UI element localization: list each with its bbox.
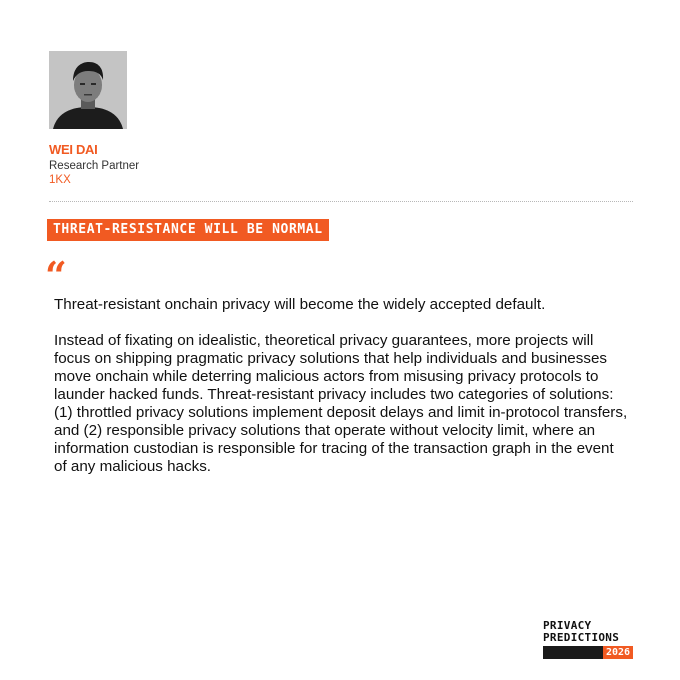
brand-logo [543,620,633,659]
brand-line-predictions: PREDICTIONS [543,631,620,644]
author-organization: 1KX [49,174,71,186]
author-role: Research Partner [49,160,140,172]
quote-paragraph-1: Threat-resistant onchain privacy will become the widely accepted default. [54,296,546,313]
brand-line-privacy: PRIVACY [543,619,592,632]
section-divider [49,201,633,202]
quote-body [54,296,630,494]
brand-year: 2026 [603,646,633,659]
brand-bar [543,646,633,659]
headline-tag: THREAT-RESISTANCE WILL BE NORMAL [47,219,329,241]
author-name: WEI DAI [49,142,98,157]
quote-paragraph-2: Instead of fixating on idealistic, theoretical privacy guarantees, more projects will focus on shipping pragmatic privacy solutions that help individuals and businesses move onchain while deterring malicious actors from misusing privacy protocols to launder hacked funds. Threat-resistant privacy includes two categories of solutions: (1) throttled privacy solutions implement deposit delays and limit in-protocol transfers, and (2) responsible privacy solutions that operate without velocity limit, where an information custodian is responsible for tracing of the transaction graph in the event of any malicious hacks. [54,332,628,475]
author-avatar [49,51,127,129]
quote-mark-icon: “ [45,253,67,298]
author-portrait-icon [49,51,127,129]
